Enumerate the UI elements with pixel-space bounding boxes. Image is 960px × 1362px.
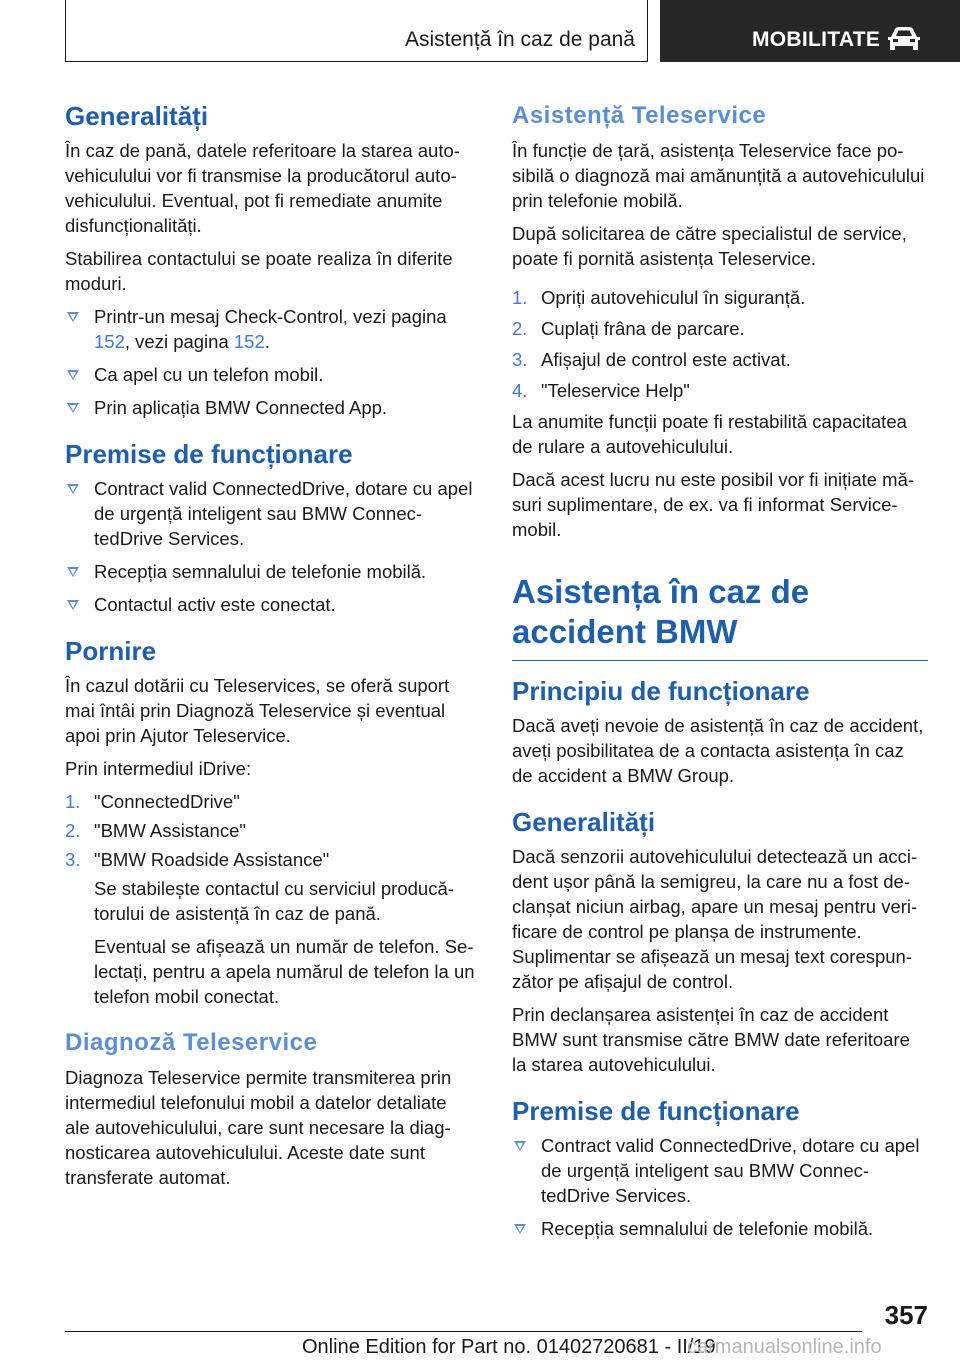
triangle-bullet-icon: [514, 1224, 526, 1234]
car-icon: [885, 24, 923, 54]
list-item: 1. Opriți autovehiculul în siguranță.: [512, 287, 806, 308]
triangle-bullet-icon: [67, 403, 79, 413]
list-item: 1. "ConnectedDrive": [65, 791, 240, 812]
step-number: 2.: [65, 820, 81, 841]
page-link[interactable]: 152: [94, 331, 125, 352]
paragraph: În caz de pană, datele referitoare la starea autovehiculului vor fi transmise la producătorul autovehiculului. Eventual, pot fi remediate anumite disfuncționalități.: [65, 140, 460, 236]
paragraph: În cazul dotării cu Teleservices, se oferă suport mai întâi prin Diagnoză Teleservice și eventual apoi prin Ajutor Teleservice.: [65, 675, 450, 746]
section-heading-premise: Premise de funcționare: [512, 1096, 800, 1126]
section-heading-premise: Premise de funcționare: [65, 439, 353, 469]
paragraph: Prin declanșarea asistenței în caz de accident BMW sunt transmise către BMW date referitoare la starea autovehiculului.: [512, 1004, 910, 1075]
page-link[interactable]: 152: [233, 331, 265, 352]
edition-label: Online Edition for Part no. 01402720681 - II/19: [302, 1336, 716, 1358]
watermark-text: carmanualsonline.info: [687, 1336, 882, 1358]
list-item: Printr-un mesaj Check-Control, vezi pagina 152, vezi pagina 152.: [65, 304, 475, 354]
header-section-label: MOBILITATE: [752, 28, 881, 51]
header-title: Asistență în caz de pană: [405, 28, 635, 51]
step-number: 3.: [65, 849, 81, 870]
list-item: Ca apel cu un telefon mobil.: [65, 362, 475, 387]
header-title-box: [65, 0, 648, 62]
list-item: 4. "Teleservice Help": [512, 380, 690, 401]
paragraph: Diagnoza Teleservice permite transmiterea prin intermediul telefonului mobil a datelor detaliate ale autovehiculului, care sunt necesare la diagnosticarea autovehiculului. Aceste date sunt transferate automat.: [65, 1067, 452, 1188]
paragraph: Dacă aveți nevoie de asistență în caz de accident, aveți posibilitatea de a contacta asistența în caz de accident a BMW Group.: [512, 715, 924, 786]
section-heading-principiu: Principiu de funcționare: [512, 676, 810, 706]
paragraph: Dacă senzorii autovehiculului detectează un accident ușor până la semigreu, la care nu a fost declanșat niciun airbag, apare un mesaj pentru verificare de control pe planșa de instrumente. Suplimentar se afișează un mesaj text corespunzător pe afișajul de control.: [512, 846, 918, 992]
step-number: 1.: [512, 287, 528, 308]
step-number: 2.: [512, 318, 528, 339]
list-item: Contactul activ este conectat.: [65, 592, 475, 617]
step-number: 4.: [512, 380, 528, 401]
step-detail: Eventual se afișează un număr de telefon. Selectați, pentru a apela numărul de telefon la un telefon mobil conectat.: [94, 936, 475, 1007]
list-item: 2. Cuplați frâna de parcare.: [512, 318, 745, 339]
step-detail: Se stabilește contactul cu serviciul producătorului de asistență în caz de pană.: [94, 878, 454, 924]
bullet-list: [512, 1133, 928, 1241]
triangle-bullet-icon: [514, 1141, 526, 1151]
triangle-bullet-icon: [67, 312, 79, 322]
list-item: Prin aplicația BMW Connected App.: [65, 395, 475, 420]
step-number: 1.: [65, 791, 81, 812]
step-number: 3.: [512, 349, 528, 370]
paragraph: În funcție de țară, asistența Teleservice face posibilă o diagnoză mai amănunțită a autovehiculului prin telefonie mobilă.: [512, 140, 925, 211]
numbered-list: [65, 789, 475, 872]
list-item: 3. "BMW Roadside Assistance": [65, 849, 330, 870]
triangle-bullet-icon: [67, 370, 79, 380]
list-item: 2. "BMW Assistance": [65, 820, 246, 841]
chapter-heading-accident: Asistența în caz de accident BMW: [512, 573, 810, 650]
section-heading-asistenta-teleservice: Asistență Teleservice: [512, 102, 767, 129]
section-heading-diagnoza: Diagnoză Teleservice: [65, 1029, 318, 1056]
numbered-list: [512, 285, 928, 403]
bullet-list: [65, 476, 475, 617]
footer-divider: [65, 1331, 862, 1332]
list-item: Contract valid ConnectedDrive, dotare cu apel de urgență inteligent sau BMW ConnectedDrive Services.: [512, 1133, 928, 1208]
list-item: 3. Afișajul de control este activat.: [512, 349, 791, 370]
bullet-list: [65, 304, 475, 420]
list-item: Recepția semnalului de telefonie mobilă.: [65, 559, 475, 584]
section-heading-generalitati: Generalități: [65, 101, 209, 131]
header-section-tab: [660, 0, 960, 62]
section-heading-generalitati: Generalități: [512, 807, 656, 837]
paragraph: Stabilirea contactului se poate realiza în diferite moduri.: [65, 248, 453, 294]
paragraph: Prin intermediul iDrive:: [65, 758, 252, 779]
triangle-bullet-icon: [67, 484, 79, 494]
section-heading-pornire: Pornire: [65, 636, 157, 666]
list-item: Contract valid ConnectedDrive, dotare cu apel de urgență inteligent sau BMW ConnectedDrive Services.: [65, 476, 475, 551]
heading-rule: [512, 660, 928, 661]
paragraph: La anumite funcții poate fi restabilită capacitatea de rulare a autovehiculului.: [512, 411, 907, 457]
triangle-bullet-icon: [67, 600, 79, 610]
paragraph: După solicitarea de către specialistul de service, poate fi pornită asistența Teleservice.: [512, 223, 907, 269]
list-item: Recepția semnalului de telefonie mobilă.: [512, 1216, 928, 1241]
left-column: [65, 100, 475, 1198]
right-column: [512, 100, 928, 1249]
triangle-bullet-icon: [67, 567, 79, 577]
page-number: 357: [884, 1300, 928, 1330]
paragraph: Dacă acest lucru nu este posibil vor fi inițiate măsuri suplimentare, de ex. va fi informat Service-mobil.: [512, 469, 915, 540]
